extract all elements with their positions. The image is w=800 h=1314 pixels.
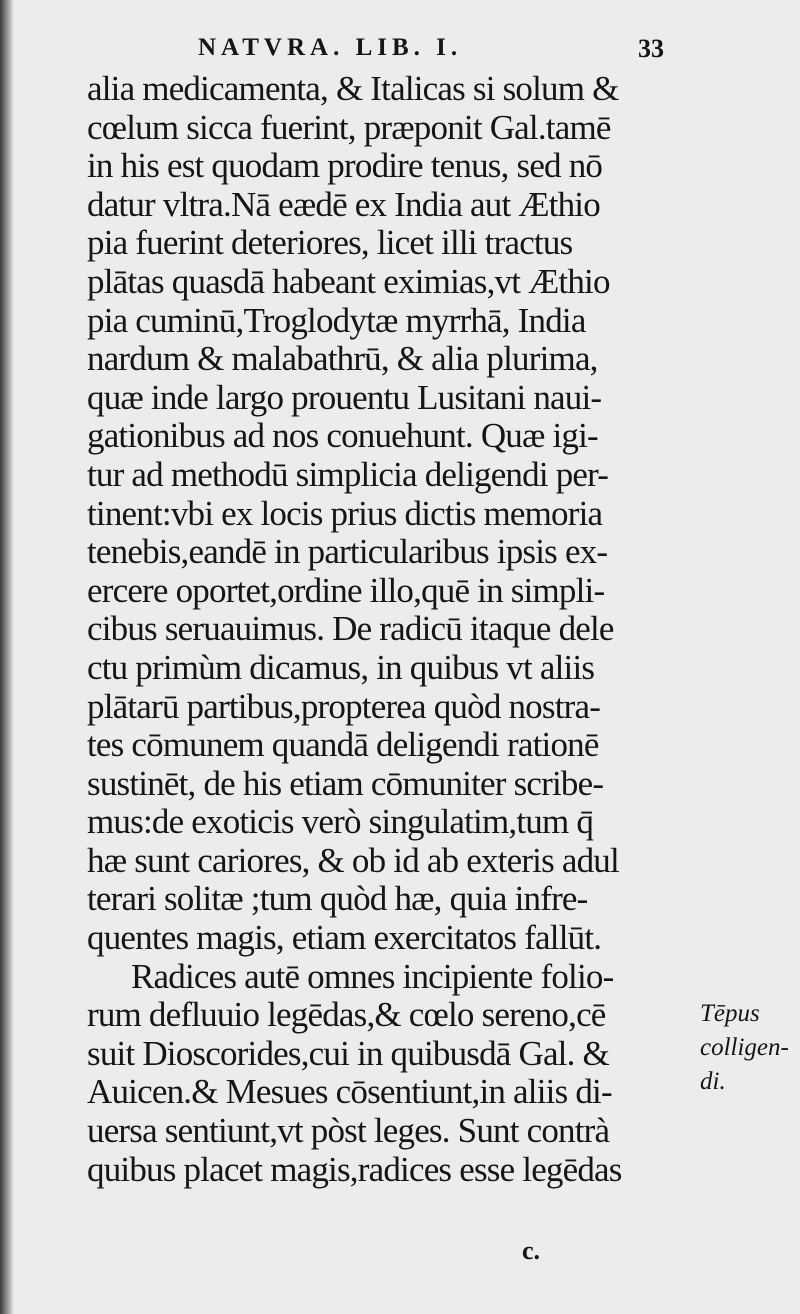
text-line: quæ inde largo prouentu Lusitani naui- (87, 377, 602, 417)
running-head: NATVRA. LIB. I. (198, 34, 463, 61)
text-line: plātarū partibus,propterea quòd nostra- (87, 686, 601, 726)
text-line: tenebis,eandē in particularibus ipsis ex- (87, 532, 608, 572)
text-line: nardum & malabathrū, & alia plurima, (87, 339, 598, 379)
marginal-note-line: Tēpus (700, 1000, 760, 1027)
marginal-note-line: colligen- (700, 1034, 789, 1061)
text-line: ercere oportet,ordine illo,quē in simpli- (87, 570, 605, 610)
text-line: plātas quasdā habeant eximias,vt Æthio (87, 261, 610, 301)
text-line: quentes magis, etiam exercitatos fallūt. (87, 918, 602, 958)
page-gutter-shadow (0, 0, 14, 1314)
text-line: tur ad methodū simplicia deligendi per- (87, 454, 609, 494)
text-line: tes cōmunem quandā deligendi rationē (87, 725, 599, 765)
text-line: sustinēt, de his etiam cōmuniter scribe- (87, 763, 604, 803)
text-line: cibus seruauimus. De radicū itaque dele (87, 609, 614, 649)
text-line: gationibus ad nos conuehunt. Quæ igi- (87, 416, 598, 456)
text-line: datur vltra.Nā eædē ex India aut Æthio (87, 184, 600, 224)
marginal-note (700, 997, 796, 1099)
text-line: mus:de exoticis verò singulatim,tum q̄ (87, 802, 594, 842)
page-header (198, 34, 698, 74)
text-line: pia cuminū,Troglodytæ myrrhā, India (87, 300, 586, 340)
text-line: alia medicamenta, & Italicas si solum & (87, 69, 619, 108)
text-line: cœlum sicca fuerint, præponit Gal.tamē (87, 107, 611, 147)
marginal-note-line: di. (700, 1068, 726, 1095)
text-line: uersa sentiunt,vt pòst leges. Sunt contrà (87, 1111, 610, 1151)
text-line: pia fuerint deteriores, licet illi tractus (87, 223, 573, 263)
text-line: tinent:vbi ex locis prius dictis memoria (87, 493, 603, 533)
text-line: in his est quodam prodire tenus, sed nō (87, 146, 603, 186)
text-line: terari solitæ ;tum quòd hæ, quia infre- (87, 879, 588, 919)
text-line: rum defluuio legēdas,& cœlo sereno,cē (87, 995, 606, 1035)
catchword: c. (522, 1236, 541, 1265)
page-number: 33 (638, 34, 664, 63)
body-text (87, 70, 689, 1189)
text-line: Auicen.& Mesues cōsentiunt,in aliis di- (87, 1072, 612, 1112)
text-line: quibus placet magis,radices esse legēdas (87, 1149, 622, 1189)
text-line: ctu primùm dicamus, in quibus vt aliis (87, 647, 595, 687)
text-line: suit Dioscorides,cui in quibusdā Gal. & (87, 1033, 609, 1073)
paragraph-start-line: Radices autē omnes incipiente folio- (131, 956, 614, 996)
text-line: hæ sunt cariores, & ob id ab exteris adul (87, 840, 619, 880)
